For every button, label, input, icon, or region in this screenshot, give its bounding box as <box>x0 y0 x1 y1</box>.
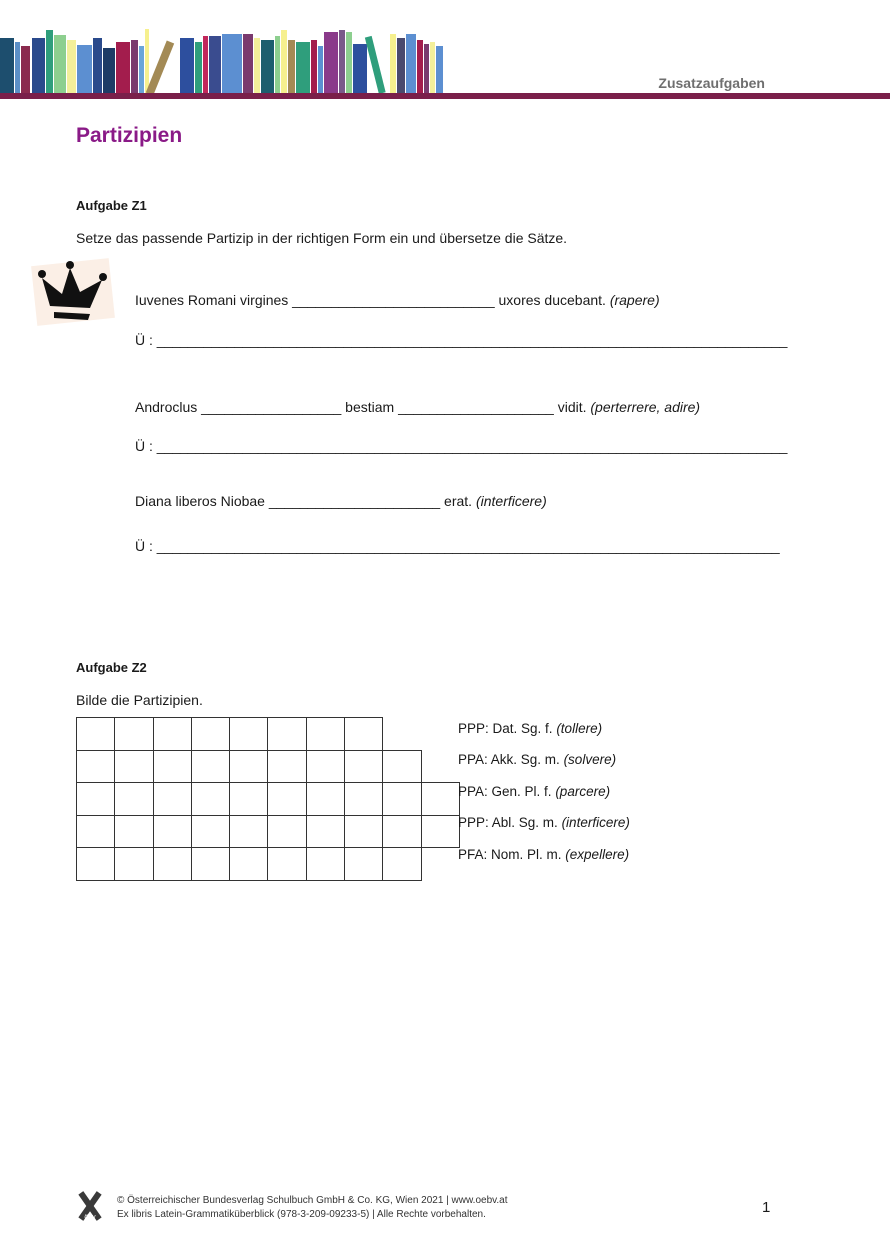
page-number: 1 <box>762 1199 771 1216</box>
grid-row-label <box>458 815 630 830</box>
grid-cell[interactable] <box>191 848 229 881</box>
header-rule <box>0 93 890 99</box>
grid-cell[interactable] <box>230 815 268 848</box>
grid-cell[interactable] <box>230 848 268 881</box>
grid-cell[interactable] <box>115 848 153 881</box>
grid-row-form: PPA: Akk. Sg. m. <box>458 752 560 767</box>
grid-row-form: PPP: Dat. Sg. f. <box>458 721 553 736</box>
grid-row <box>77 848 460 881</box>
z1-translation-line-2[interactable]: Ü : _________________________________________________________________________________ <box>135 438 788 454</box>
grid-row-form: PFA: Nom. Pl. m. <box>458 847 562 862</box>
footer-line-2: Ex libris Latein-Grammatiküberblick (978-3-209-09233-5) | Alle Rechte vorbehalten. <box>117 1209 486 1220</box>
grid-cell[interactable] <box>383 848 421 881</box>
task-z1-heading: Aufgabe Z1 <box>76 198 147 213</box>
grid-cell[interactable] <box>268 718 306 751</box>
grid-cell[interactable] <box>268 848 306 881</box>
grid-cell[interactable] <box>268 815 306 848</box>
grid-row <box>77 750 460 783</box>
z1-sentence-1-text: Iuvenes Romani virgines __________________________ uxores ducebant. <box>135 292 606 308</box>
grid-cell[interactable] <box>383 750 421 783</box>
grid-cell[interactable] <box>191 783 229 816</box>
grid-cell[interactable] <box>306 815 344 848</box>
grid-cell[interactable] <box>115 815 153 848</box>
footer-line-1: © Österreichischer Bundesverlag Schulbuch GmbH & Co. KG, Wien 2021 | www.oebv.at <box>117 1195 508 1206</box>
z1-sentence-2 <box>135 399 700 415</box>
grid-cell[interactable] <box>345 815 383 848</box>
grid-cell[interactable] <box>191 815 229 848</box>
oebv-logo-text: öbv <box>84 1214 96 1221</box>
grid-cell[interactable] <box>383 783 421 816</box>
grid-cell[interactable] <box>345 783 383 816</box>
participle-grid <box>76 717 460 881</box>
z1-sentence-1-hint: (rapere) <box>609 292 660 308</box>
grid-row-verb: (solvere) <box>563 752 617 767</box>
section-label: Zusatzaufgaben <box>658 75 765 91</box>
grid-cell[interactable] <box>230 750 268 783</box>
grid-cell[interactable] <box>153 815 191 848</box>
grid-cell[interactable] <box>191 750 229 783</box>
grid-cell[interactable] <box>306 718 344 751</box>
grid-cell[interactable] <box>345 750 383 783</box>
grid-row-label <box>458 721 602 736</box>
z1-sentence-3-text: Diana liberos Niobae ______________________ erat. <box>135 493 473 509</box>
z1-sentence-2-hint: (perterrere, adire) <box>590 399 701 415</box>
z1-translation-line-3[interactable]: Ü : ________________________________________________________________________________ <box>135 538 780 554</box>
grid-cell[interactable] <box>345 718 383 751</box>
page-title: Partizipien <box>76 124 183 147</box>
grid-cell[interactable] <box>191 718 229 751</box>
grid-cell[interactable] <box>268 783 306 816</box>
z1-translation-line-1[interactable]: Ü : _________________________________________________________________________________ <box>135 332 788 348</box>
grid-cell[interactable] <box>153 750 191 783</box>
task-z2-heading: Aufgabe Z2 <box>76 660 147 675</box>
grid-cell[interactable] <box>77 718 115 751</box>
oebv-logo <box>74 1190 106 1222</box>
books-banner <box>0 26 450 94</box>
grid-row-label <box>458 752 616 767</box>
grid-cell[interactable] <box>77 815 115 848</box>
grid-cell[interactable] <box>306 750 344 783</box>
grid-cell[interactable] <box>268 750 306 783</box>
grid-cell[interactable] <box>230 718 268 751</box>
grid-row-form: PPA: Gen. Pl. f. <box>458 784 552 799</box>
grid-cell[interactable] <box>77 750 115 783</box>
grid-cell[interactable] <box>77 783 115 816</box>
z1-sentence-2-text: Androclus __________________ bestiam ____________________ vidit. <box>135 399 587 415</box>
grid-cell[interactable] <box>115 783 153 816</box>
grid-cell[interactable] <box>153 848 191 881</box>
grid-cell[interactable] <box>153 783 191 816</box>
grid-cell[interactable] <box>421 783 459 816</box>
grid-cell[interactable] <box>421 815 459 848</box>
grid-cell[interactable] <box>345 848 383 881</box>
z1-sentence-1 <box>135 292 660 308</box>
task-z1-instruction: Setze das passende Partizip in der richtigen Form ein und übersetze die Sätze. <box>76 230 568 246</box>
grid-row-label <box>458 847 629 862</box>
grid-row-verb: (tollere) <box>556 721 603 736</box>
task-z2-instruction: Bilde die Partizipien. <box>76 692 203 708</box>
grid-cell[interactable] <box>383 815 421 848</box>
footer-copyright <box>117 1194 508 1222</box>
grid-cell[interactable] <box>115 750 153 783</box>
grid-row-form: PPP: Abl. Sg. m. <box>458 815 558 830</box>
grid-cell[interactable] <box>306 783 344 816</box>
grid-cell[interactable] <box>77 848 115 881</box>
grid-cell[interactable] <box>306 848 344 881</box>
z1-sentence-3-hint: (interficere) <box>475 493 547 509</box>
crown-icon <box>30 256 116 328</box>
grid-row <box>77 718 460 751</box>
grid-row <box>77 783 460 816</box>
grid-row <box>77 815 460 848</box>
grid-cell[interactable] <box>230 783 268 816</box>
grid-cell[interactable] <box>153 718 191 751</box>
grid-row-verb: (expellere) <box>565 847 630 862</box>
z1-sentence-3 <box>135 493 547 509</box>
grid-row-verb: (interficere) <box>561 815 630 830</box>
grid-row-verb: (parcere) <box>555 784 611 799</box>
grid-row-label <box>458 784 610 799</box>
grid-cell[interactable] <box>115 718 153 751</box>
